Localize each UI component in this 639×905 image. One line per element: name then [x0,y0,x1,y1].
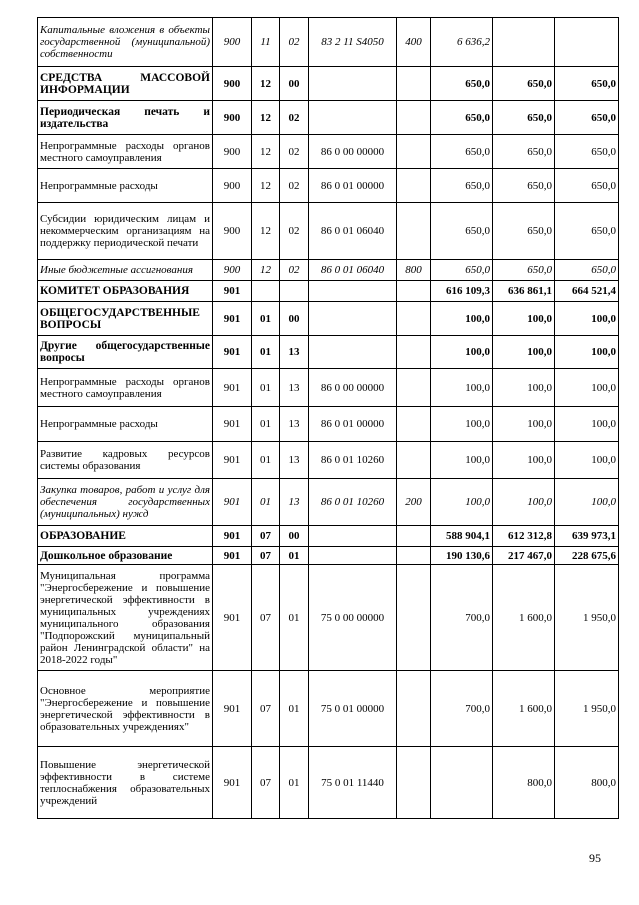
row-pr: 02 [280,18,309,67]
row-amount-year2: 1 600,0 [493,671,555,747]
table-row [38,101,619,135]
row-amount-year2: 650,0 [493,169,555,203]
row-name: Периодическая печать и издательства [38,101,213,135]
row-pr: 02 [280,135,309,169]
row-vr [397,442,431,479]
row-vr [397,671,431,747]
row-amount-year1: 650,0 [431,260,493,281]
row-amount-year1: 650,0 [431,169,493,203]
row-rz: 07 [252,565,280,671]
row-vr: 400 [397,18,431,67]
row-ved: 901 [213,369,252,407]
row-vr [397,547,431,565]
row-amount-year2 [493,18,555,67]
row-vr [397,67,431,101]
row-csr [309,336,397,369]
row-name: Другие общегосударственные вопросы [38,336,213,369]
row-amount-year1: 616 109,3 [431,281,493,302]
row-amount-year3 [555,18,619,67]
row-vr [397,135,431,169]
row-ved: 901 [213,407,252,442]
row-amount-year2: 100,0 [493,336,555,369]
row-name: СРЕДСТВА МАССОВОЙ ИНФОРМАЦИИ [38,67,213,101]
row-amount-year2: 100,0 [493,369,555,407]
row-csr [309,547,397,565]
row-ved: 901 [213,547,252,565]
table-row [38,526,619,547]
row-amount-year3: 650,0 [555,101,619,135]
row-amount-year3: 664 521,4 [555,281,619,302]
row-amount-year2: 650,0 [493,101,555,135]
page-number: 95 [589,851,601,865]
row-amount-year3: 800,0 [555,747,619,819]
row-amount-year3: 650,0 [555,260,619,281]
row-amount-year3: 650,0 [555,203,619,260]
row-pr: 02 [280,203,309,260]
row-rz: 01 [252,336,280,369]
budget-table-body [38,18,619,819]
row-name: Иные бюджетные ассигнования [38,260,213,281]
table-row [38,281,619,302]
row-csr: 86 0 01 10260 [309,479,397,526]
row-ved: 901 [213,281,252,302]
row-ved: 901 [213,479,252,526]
row-pr [280,281,309,302]
row-rz: 12 [252,67,280,101]
row-name: Капитальные вложения в объекты государственной (муниципальной) собственности [38,18,213,67]
row-ved: 901 [213,747,252,819]
row-csr: 86 0 00 00000 [309,135,397,169]
row-amount-year3: 100,0 [555,369,619,407]
row-name: Непрограммные расходы [38,407,213,442]
table-row [38,169,619,203]
table-row [38,302,619,336]
row-csr [309,302,397,336]
row-ved: 901 [213,526,252,547]
row-pr: 01 [280,565,309,671]
row-pr: 02 [280,169,309,203]
row-ved: 901 [213,442,252,479]
row-rz: 12 [252,101,280,135]
row-csr: 75 0 00 00000 [309,565,397,671]
row-name: Повышение энергетической эффективности в системе теплоснабжения образовательных учреждений [38,747,213,819]
row-amount-year1 [431,747,493,819]
table-row [38,547,619,565]
table-row [38,18,619,67]
row-amount-year2: 100,0 [493,479,555,526]
row-csr: 86 0 01 06040 [309,203,397,260]
row-csr: 86 0 00 00000 [309,369,397,407]
row-pr: 02 [280,260,309,281]
row-pr: 13 [280,442,309,479]
row-vr [397,302,431,336]
row-pr: 01 [280,747,309,819]
row-pr: 13 [280,479,309,526]
row-vr [397,336,431,369]
row-amount-year3: 650,0 [555,169,619,203]
row-rz: 07 [252,526,280,547]
row-ved: 900 [213,18,252,67]
row-vr [397,526,431,547]
row-name: Развитие кадровых ресурсов системы образования [38,442,213,479]
row-amount-year3: 1 950,0 [555,565,619,671]
row-amount-year3: 100,0 [555,407,619,442]
row-amount-year3: 100,0 [555,336,619,369]
row-amount-year2: 100,0 [493,407,555,442]
table-row [38,479,619,526]
row-rz: 07 [252,547,280,565]
row-amount-year3: 100,0 [555,442,619,479]
row-ved: 901 [213,336,252,369]
row-csr: 83 2 11 S4050 [309,18,397,67]
row-amount-year1: 100,0 [431,407,493,442]
row-amount-year2: 650,0 [493,67,555,101]
row-amount-year3: 650,0 [555,67,619,101]
table-row [38,671,619,747]
row-name: Основное мероприятие "Энергосбережение и повышение энергетической эффективности в образовательных учреждениях" [38,671,213,747]
row-vr [397,169,431,203]
row-vr [397,369,431,407]
row-vr [397,747,431,819]
row-amount-year1: 100,0 [431,369,493,407]
table-row [38,203,619,260]
row-name: ОБРАЗОВАНИЕ [38,526,213,547]
row-vr [397,565,431,671]
budget-table [37,17,619,819]
row-rz: 12 [252,169,280,203]
row-rz: 01 [252,442,280,479]
row-csr: 86 0 01 00000 [309,407,397,442]
row-csr [309,281,397,302]
row-amount-year3: 100,0 [555,479,619,526]
row-amount-year2: 650,0 [493,135,555,169]
row-rz: 07 [252,671,280,747]
row-amount-year2: 217 467,0 [493,547,555,565]
row-amount-year3: 650,0 [555,135,619,169]
row-name: Муниципальная программа "Энергосбережение и повышение энергетической эффективности в муниципальных учреждениях муниципального образования "Подпорожский муниципальный район Ленинградской области" на 2018-2022 годы" [38,565,213,671]
row-pr: 02 [280,101,309,135]
row-amount-year1: 650,0 [431,135,493,169]
row-ved: 900 [213,101,252,135]
row-amount-year1: 650,0 [431,67,493,101]
table-row [38,336,619,369]
row-amount-year2: 650,0 [493,203,555,260]
row-amount-year3: 228 675,6 [555,547,619,565]
row-name: КОМИТЕТ ОБРАЗОВАНИЯ [38,281,213,302]
row-rz: 12 [252,260,280,281]
row-amount-year2: 100,0 [493,442,555,479]
row-ved: 900 [213,203,252,260]
row-pr: 13 [280,369,309,407]
row-csr: 86 0 01 10260 [309,442,397,479]
row-rz [252,281,280,302]
row-amount-year2: 650,0 [493,260,555,281]
row-pr: 01 [280,547,309,565]
row-vr [397,407,431,442]
row-amount-year1: 190 130,6 [431,547,493,565]
row-amount-year2: 100,0 [493,302,555,336]
row-rz: 11 [252,18,280,67]
row-csr: 75 0 01 11440 [309,747,397,819]
row-name: Субсидии юридическим лицам и некоммерческим организациям на поддержку периодической печати [38,203,213,260]
table-row [38,369,619,407]
row-name: Непрограммные расходы органов местного самоуправления [38,135,213,169]
table-row [38,442,619,479]
row-pr: 01 [280,671,309,747]
row-rz: 01 [252,479,280,526]
row-name: Дошкольное образование [38,547,213,565]
row-amount-year1: 650,0 [431,203,493,260]
row-csr [309,101,397,135]
row-amount-year2: 636 861,1 [493,281,555,302]
row-amount-year1: 100,0 [431,336,493,369]
row-ved: 900 [213,67,252,101]
row-amount-year1: 100,0 [431,479,493,526]
row-ved: 901 [213,565,252,671]
row-amount-year1: 700,0 [431,565,493,671]
row-pr: 00 [280,67,309,101]
row-vr [397,203,431,260]
row-rz: 01 [252,302,280,336]
row-amount-year3: 100,0 [555,302,619,336]
row-vr: 800 [397,260,431,281]
row-rz: 12 [252,203,280,260]
row-name: Закупка товаров, работ и услуг для обеспечения государственных (муниципальных) нужд [38,479,213,526]
row-amount-year2: 800,0 [493,747,555,819]
row-amount-year3: 639 973,1 [555,526,619,547]
row-rz: 07 [252,747,280,819]
row-name: ОБЩЕГОСУДАРСТВЕННЫЕ ВОПРОСЫ [38,302,213,336]
row-csr: 75 0 01 00000 [309,671,397,747]
row-csr [309,526,397,547]
row-csr [309,67,397,101]
row-vr [397,281,431,302]
row-ved: 900 [213,135,252,169]
row-pr: 13 [280,336,309,369]
row-csr: 86 0 01 00000 [309,169,397,203]
row-name: Непрограммные расходы [38,169,213,203]
table-row [38,407,619,442]
row-amount-year1: 100,0 [431,442,493,479]
row-vr: 200 [397,479,431,526]
row-ved: 901 [213,671,252,747]
table-row [38,747,619,819]
row-ved: 901 [213,302,252,336]
row-pr: 00 [280,526,309,547]
row-name: Непрограммные расходы органов местного самоуправления [38,369,213,407]
row-amount-year1: 650,0 [431,101,493,135]
row-amount-year1: 588 904,1 [431,526,493,547]
table-row [38,565,619,671]
table-row [38,67,619,101]
table-row [38,135,619,169]
row-amount-year1: 6 636,2 [431,18,493,67]
row-amount-year3: 1 950,0 [555,671,619,747]
row-ved: 900 [213,169,252,203]
row-amount-year1: 100,0 [431,302,493,336]
row-pr: 13 [280,407,309,442]
row-amount-year2: 1 600,0 [493,565,555,671]
row-rz: 12 [252,135,280,169]
row-amount-year2: 612 312,8 [493,526,555,547]
row-amount-year1: 700,0 [431,671,493,747]
row-csr: 86 0 01 06040 [309,260,397,281]
row-rz: 01 [252,369,280,407]
row-ved: 900 [213,260,252,281]
row-pr: 00 [280,302,309,336]
row-vr [397,101,431,135]
table-row [38,260,619,281]
row-rz: 01 [252,407,280,442]
